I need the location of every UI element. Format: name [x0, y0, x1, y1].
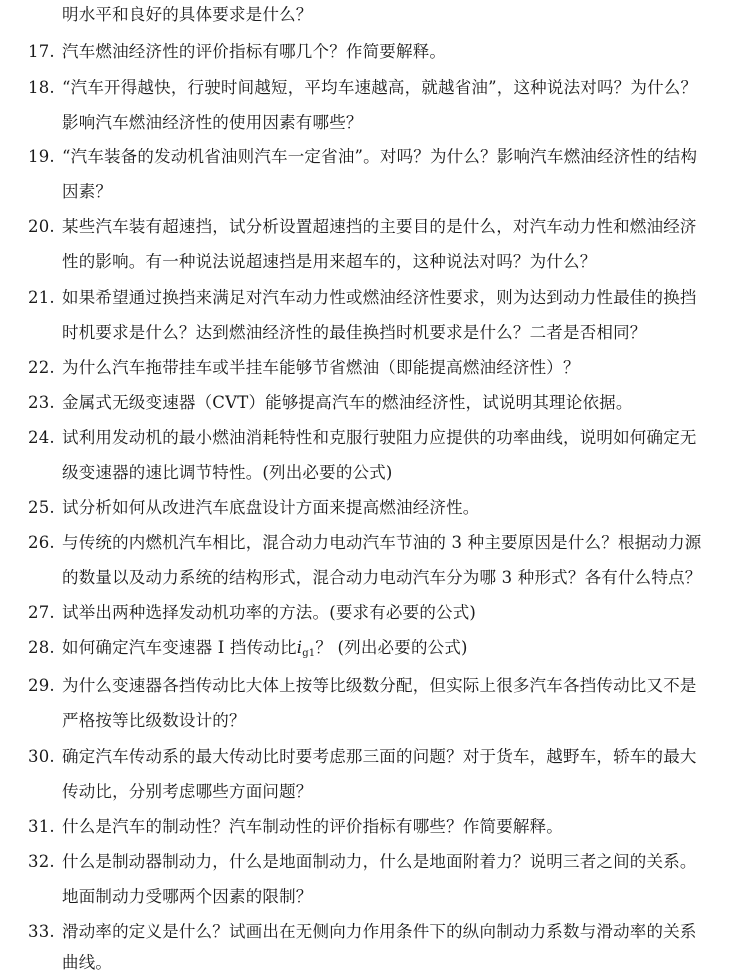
question-number: 29.: [28, 676, 55, 695]
question-number: 22.: [28, 358, 55, 377]
line-text: 曲线。: [62, 953, 113, 972]
line-text: 时机要求是什么？达到燃油经济性的最佳换挡时机要求是什么？二者是否相同？: [62, 323, 647, 342]
question-number: 30.: [28, 747, 55, 766]
question-number: 31.: [28, 817, 55, 836]
question-number: 18.: [28, 78, 55, 97]
question-number: 21.: [28, 288, 55, 307]
question-number: 23.: [28, 393, 55, 412]
question-text: 试利用发动机的最小燃油消耗特性和克服行驶阻力应提供的功率曲线，说明如何确定无: [62, 428, 697, 447]
question-text: 确定汽车传动系的最大传动比时要考虑那三面的问题？对于货车，越野车，轿车的最大: [62, 747, 697, 766]
line-text: 因素？: [62, 182, 113, 201]
line-text: 影响汽车燃油经济性的使用因素有哪些？: [62, 113, 363, 132]
line-text: 性的影响。有一种说法说超速挡是用来超车的，这种说法对吗？为什么？: [62, 252, 597, 271]
question-text-part: ？ (列出必要的公式): [315, 638, 468, 657]
question-text: 试分析如何从改进汽车底盘设计方面来提高燃油经济性。: [62, 498, 480, 517]
question-number: 26.: [28, 533, 55, 552]
question-text: [62, 637, 468, 665]
question-text: 与传统的内燃机汽车相比，混合动力电动汽车节油的 3 种主要原因是什么？根据动力源: [62, 533, 702, 552]
question-text: 如果希望通过换挡来满足对汽车动力性或燃油经济性要求，则为达到动力性最佳的换挡: [62, 288, 697, 307]
line-text: 地面制动力受哪两个因素的限制？: [62, 887, 313, 906]
line-text: 严格按等比级数设计的？: [62, 711, 246, 730]
line-text: 明水平和良好的具体要求是什么？: [62, 5, 313, 24]
line-text: 传动比，分别考虑哪些方面问题？: [62, 782, 313, 801]
question-text: “汽车开得越快，行驶时间越短，平均车速越高，就越省油”，这种说法对吗？为什么？: [62, 78, 698, 97]
question-text: 某些汽车装有超速挡，试分析设置超速挡的主要目的是什么，对汽车动力性和燃油经济: [62, 217, 697, 236]
question-number: 20.: [28, 217, 55, 236]
question-text: 什么是汽车的制动性？汽车制动性的评价指标有哪些？作简要解释。: [62, 817, 563, 836]
question-number: 24.: [28, 428, 55, 447]
question-number: 32.: [28, 852, 55, 871]
question-text: 什么是制动器制动力，什么是地面制动力，什么是地面附着力？说明三者之间的关系。: [62, 852, 697, 871]
question-text: 滑动率的定义是什么？试画出在无侧向力作用条件下的纵向制动力系数与滑动率的关系: [62, 922, 697, 941]
question-text: 汽车燃油经济性的评价指标有哪几个？作简要解释。: [62, 42, 447, 61]
question-text: 为什么变速器各挡传动比大体上按等比级数分配，但实际上很多汽车各挡传动比又不是: [62, 676, 697, 695]
question-number: 25.: [28, 498, 55, 517]
question-text-part: 如何确定汽车变速器 I 挡传动比: [62, 638, 297, 657]
question-number: 28.: [28, 638, 55, 657]
ratio-subscript: g1: [302, 648, 316, 659]
question-number: 27.: [28, 603, 55, 622]
ratio-symbol: i: [296, 638, 303, 657]
line-text: 的数量以及动力系统的结构形式，混合动力电动汽车分为哪 3 种形式？各有什么特点？: [62, 568, 702, 587]
question-text: 金属式无级变速器（CVT）能够提高汽车的燃油经济性，试说明其理论依据。: [62, 393, 633, 412]
line-text: 级变速器的速比调节特性。(列出必要的公式): [62, 463, 393, 482]
question-number: 17.: [28, 42, 55, 61]
question-text: 试举出两种选择发动机功率的方法。(要求有必要的公式): [62, 603, 477, 622]
question-text: 为什么汽车拖带挂车或半挂车能够节省燃油（即能提高燃油经济性）？: [62, 358, 580, 377]
question-number: 33.: [28, 922, 55, 941]
question-text: “汽车装备的发动机省油则汽车一定省油”。对吗？为什么？影响汽车燃油经济性的结构: [62, 147, 698, 166]
question-number: 19.: [28, 147, 55, 166]
